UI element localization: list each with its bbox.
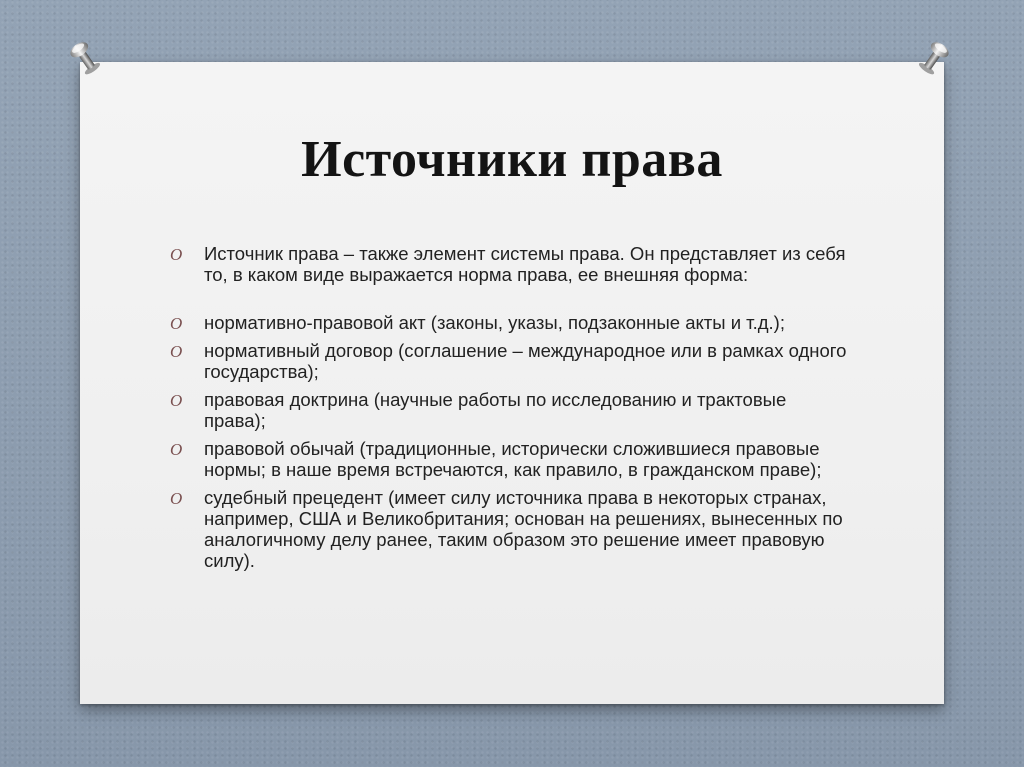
bullet-marker: O [170,342,183,361]
slide-title: Источники права [301,131,723,188]
bullet-marker: O [170,489,183,508]
bullet-list [170,243,850,578]
list-item [170,340,850,382]
list-item-text: Источник права – также элемент системы права. Он представляет из себя то, в каком виде выражается норма права, ее внешняя форма: [204,243,846,285]
list-item-text: правовой обычай (традиционные, исторически сложившиеся правовые нормы; в наше время встречаются, как правило, в гражданском праве); [204,438,822,480]
list-item-text: нормативный договор (соглашение – международное или в рамках одного государства); [204,340,847,382]
list-item [170,389,850,431]
list-item-text: правовая доктрина (научные работы по исследованию и трактовые права); [204,389,787,431]
bullet-marker: O [170,245,183,264]
bullet-marker: O [170,440,183,459]
bullet-marker: O [170,391,183,410]
list-item-text: судебный прецедент (имеет силу источника права в некоторых странах, например, США и Великобритания; основан на решениях, вынесенных по аналогичному делу ранее, таким образом это решение имеет правовую силу). [204,487,843,571]
list-item [170,438,850,480]
bullet-marker: O [170,314,183,333]
list-item [170,487,850,571]
list-item-text: нормативно-правовой акт (законы, указы, подзаконные акты и т.д.); [204,312,785,333]
list-item [170,312,850,333]
thumbtack-icon [68,38,102,78]
list-item [170,243,850,285]
thumbtack-icon [917,38,951,78]
